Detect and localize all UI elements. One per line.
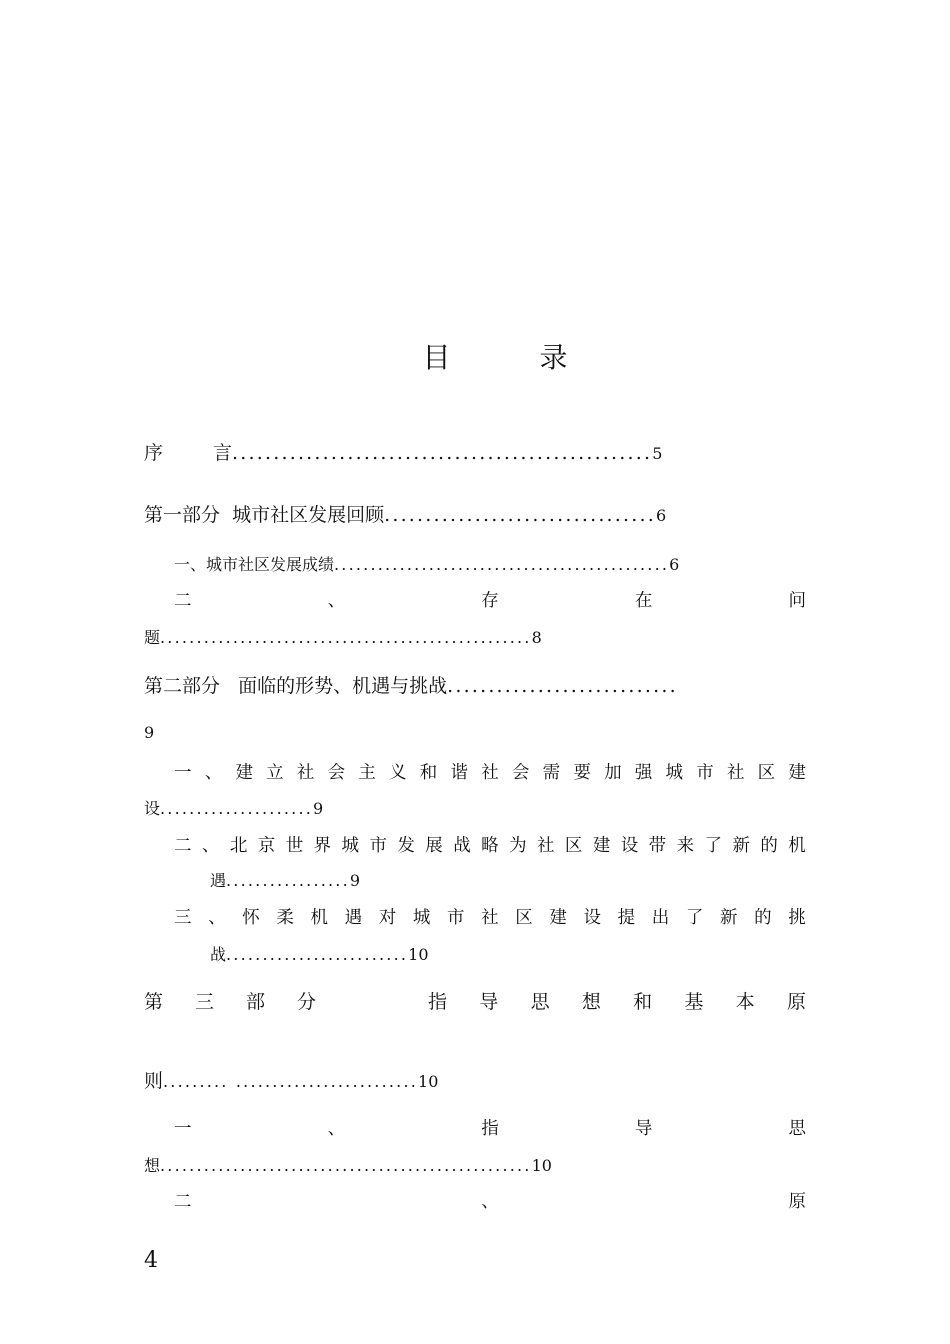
toc-char: 、: [481, 1192, 499, 1212]
toc-leader-dots: ...................................................: [232, 442, 653, 464]
toc-char: 城: [412, 908, 431, 928]
toc-char: 市: [447, 908, 465, 928]
toc-label: 言: [213, 442, 233, 464]
toc-char: 机: [310, 908, 328, 928]
toc-page-number: 9: [144, 723, 155, 742]
toc-label: 第二部分 面临的形势、机遇与挑战: [144, 675, 448, 697]
toc-entry-part3-cont[interactable]: [144, 1066, 438, 1093]
toc-char: 发: [397, 836, 415, 856]
toc-char: 展: [425, 836, 443, 856]
toc-entry-part3-1[interactable]: [174, 1115, 806, 1140]
toc-char: 思: [530, 991, 550, 1013]
toc-char: 挑: [788, 908, 806, 928]
toc-char: 一: [174, 1119, 192, 1139]
toc-char: 对: [378, 908, 397, 928]
toc-label: 则: [144, 1070, 164, 1092]
toc-char: 分: [296, 991, 316, 1013]
toc-label: 题: [144, 628, 161, 647]
toc-char: 部: [245, 991, 265, 1013]
toc-leader-dots: .....................: [160, 799, 314, 818]
toc-label: 想: [144, 1156, 161, 1175]
toc-char: 社: [481, 763, 499, 783]
toc-char: 原: [788, 1192, 806, 1212]
toc-leader-dots: .................: [226, 871, 350, 890]
toc-char: 、: [204, 763, 223, 783]
toc-char: 城: [665, 763, 683, 783]
toc-leader-dots: ...................................................: [160, 628, 532, 647]
toc-page-number: 10: [418, 1072, 439, 1091]
toc-char: 三: [194, 991, 214, 1013]
toc-char: 区: [515, 908, 533, 928]
toc-char: 战: [453, 836, 471, 856]
toc-entry-part3-1-cont[interactable]: [144, 1153, 552, 1176]
toc-char: 立: [266, 763, 284, 783]
toc-char: 、: [201, 836, 220, 856]
toc-char: 市: [696, 763, 714, 783]
toc-char: 本: [735, 991, 755, 1013]
toc-label: 设: [144, 799, 161, 818]
toc-entry-part2-3[interactable]: [174, 904, 806, 929]
toc-char: 城: [341, 836, 360, 856]
toc-char: 区: [757, 763, 776, 783]
toc-char: 二: [174, 836, 192, 856]
toc-page-number: 10: [408, 945, 429, 964]
toc-entry-part1-2-cont[interactable]: [144, 625, 542, 648]
toc-char: 思: [788, 1119, 806, 1139]
toc-char: 建: [592, 836, 611, 856]
toc-char: 主: [358, 763, 376, 783]
toc-leader-dots: .........................: [226, 945, 409, 964]
toc-char: 导: [634, 1119, 653, 1139]
toc-page-number: 6: [669, 555, 680, 574]
toc-char: 新: [732, 836, 750, 856]
toc-char: 二: [174, 591, 192, 611]
toc-char: 指: [481, 1119, 499, 1139]
toc-char: 导: [479, 991, 499, 1013]
toc-page-number: 5: [652, 444, 663, 463]
toc-char: 京: [257, 836, 276, 856]
toc-char: 建: [235, 763, 253, 783]
toc-char: 了: [704, 836, 723, 856]
toc-char: 社: [481, 908, 499, 928]
toc-char: 市: [369, 836, 387, 856]
toc-page-number: 9: [313, 799, 324, 818]
toc-entry-part2[interactable]: [144, 671, 678, 698]
toc-char: 、: [327, 1119, 346, 1139]
toc-char: 带: [648, 836, 667, 856]
toc-entry-part1[interactable]: [144, 500, 666, 527]
toc-char: 为: [509, 836, 527, 856]
toc-char: 基: [684, 991, 704, 1013]
toc-char: 提: [617, 908, 636, 928]
page-title: 目 录: [422, 341, 608, 374]
toc-char: 一: [174, 763, 192, 783]
toc-char: 二: [174, 1192, 192, 1212]
toc-char: 和: [419, 763, 438, 783]
toc-char: 会: [511, 763, 530, 783]
toc-char: 世: [285, 836, 304, 856]
toc-char: 略: [481, 836, 499, 856]
toc-entry-part1-2[interactable]: [174, 587, 806, 612]
toc-char: 要: [573, 763, 591, 783]
toc-char: 建: [549, 908, 567, 928]
toc-char: 想: [581, 991, 601, 1013]
toc-char: 原: [786, 991, 806, 1013]
toc-char: 界: [313, 836, 332, 856]
toc-char: 北: [229, 836, 248, 856]
toc-char: 加: [604, 763, 622, 783]
toc-char: 的: [760, 836, 778, 856]
toc-char: 设: [620, 836, 639, 856]
toc-entry-part2-3-cont[interactable]: [210, 942, 429, 965]
toc-char: 了: [685, 908, 704, 928]
toc-entry-part3-right[interactable]: [428, 987, 806, 1014]
toc-char: 社: [536, 836, 555, 856]
toc-char: 柔: [276, 908, 294, 928]
toc-entry-part2-1[interactable]: [174, 759, 806, 784]
toc-char: 和: [633, 991, 653, 1013]
toc-char: 新: [720, 908, 738, 928]
toc-leader-dots: .................................: [384, 504, 656, 526]
toc-entry-part2-2[interactable]: [174, 832, 806, 857]
toc-entry-part2-2-cont[interactable]: [210, 868, 360, 891]
toc-entry-preface[interactable]: [144, 438, 804, 465]
toc-char: 问: [788, 591, 806, 611]
toc-char: 社: [726, 763, 745, 783]
toc-label: 序: [144, 442, 164, 464]
toc-char: 遇: [344, 908, 363, 928]
toc-char: 指: [428, 991, 448, 1013]
toc-char: 怀: [242, 908, 260, 928]
toc-char: 第: [144, 991, 164, 1013]
toc-char: 义: [389, 763, 407, 783]
toc-leader-dots: ............................: [447, 675, 678, 697]
toc-leader-dots: ......... .........................: [163, 1072, 419, 1091]
toc-char: 谐: [450, 763, 468, 783]
toc-page-number: 10: [531, 1156, 552, 1175]
toc-label: 遇: [210, 871, 227, 890]
toc-char: 区: [564, 836, 583, 856]
toc-label: 第一部分 城市社区发展回顾: [144, 504, 385, 526]
toc-char: 在: [634, 591, 653, 611]
toc-entry-part1-1[interactable]: [174, 552, 679, 575]
toc-char: 的: [754, 908, 772, 928]
toc-char: 会: [327, 763, 346, 783]
toc-leader-dots: ..............................................: [334, 555, 670, 574]
toc-page-number: 9: [349, 871, 361, 890]
toc-char: 设: [583, 908, 601, 928]
toc-char: 三: [174, 908, 192, 928]
toc-label: 战: [210, 945, 227, 964]
toc-char: 、: [208, 908, 226, 928]
toc-char: 机: [788, 836, 806, 856]
toc-leader-dots: ...................................................: [160, 1156, 532, 1175]
toc-char: 来: [676, 836, 695, 856]
toc-char: 出: [651, 908, 670, 928]
toc-char: 建: [788, 763, 806, 783]
toc-char: 存: [481, 591, 499, 611]
toc-entry-part3-left[interactable]: [144, 987, 316, 1014]
toc-label: 一、城市社区发展成绩: [174, 555, 335, 574]
toc-page-number: 8: [531, 628, 542, 647]
toc-char: 、: [327, 591, 346, 611]
toc-char: 社: [296, 763, 315, 783]
toc-char: 强: [634, 763, 653, 783]
toc-char: 需: [542, 763, 561, 783]
toc-entry-part3-2[interactable]: [174, 1188, 806, 1213]
toc-entry-part2-1-cont[interactable]: [144, 796, 323, 819]
toc-page-number: 6: [656, 506, 667, 525]
page-number: 4: [144, 1248, 158, 1273]
